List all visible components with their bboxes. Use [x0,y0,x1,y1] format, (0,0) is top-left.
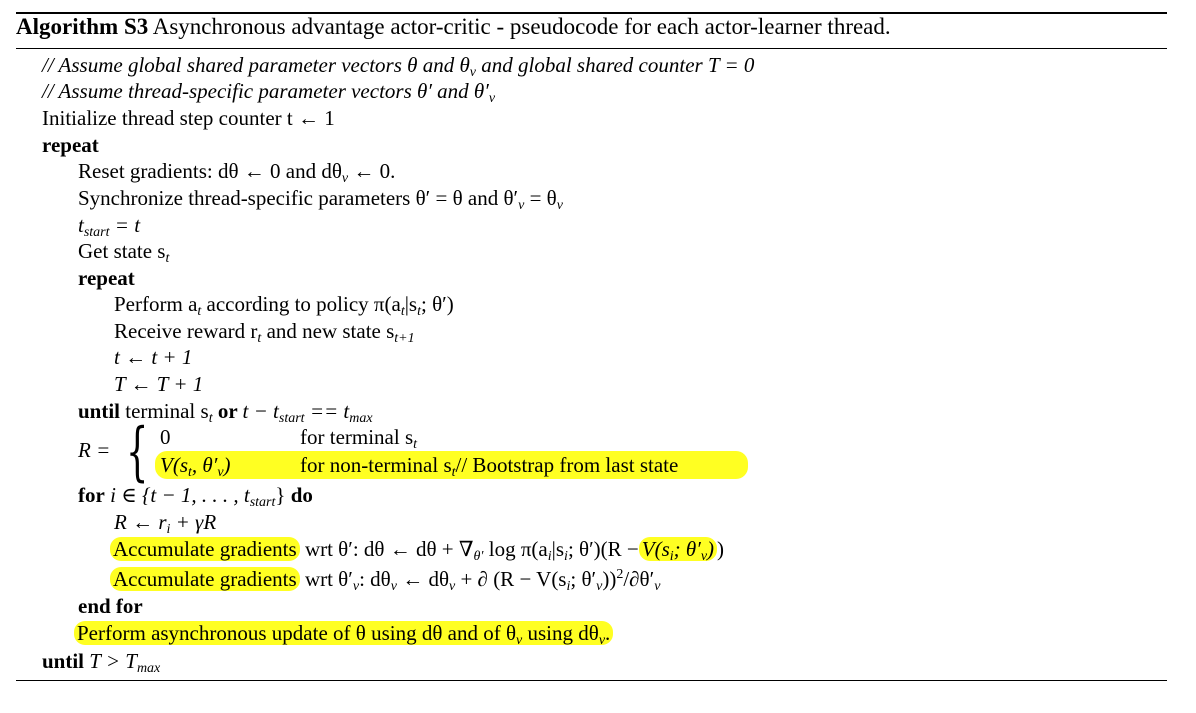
tstart-line: $t_{start} = t$ [78,213,141,240]
algorithm-title: Asynchronous advantage actor-critic - pseudocode for each actor-learner thread. [152,14,891,39]
repeat-keyword-outer: repeat [42,133,99,157]
R-update-line: R ← $r_i + \gamma R$ [114,510,217,537]
caption-rule [16,48,1167,49]
algorithm-label: Algorithm S3 [16,14,149,39]
perform-action-line: Perform $a_t$ according to policy $\pi(a_t|s_t$; θ′) [114,292,454,319]
case-non-terminal: $V(s_t$, $\theta'_v$) for non-terminal $s_t//$ Bootstrap from last state [160,453,679,480]
accumulate-policy-line: Accumulate gradients wrt θ′: dθ ← $d\theta + \nabla_{\theta'}$ $\log \pi(a_i|s_i$; $\theta')(R - V(s_i$; $\theta'_v$) ) [110,536,724,562]
T-increment-line: T ← T + 1 [114,372,204,396]
comment-line-2: // Assume thread-specific parameter vectors θ′ and $\theta'_v$ [42,79,496,106]
comment-line-1: // Assume global shared parameter vectors θ and $\theta_v$ and global shared counter T = 0 [42,53,755,80]
repeat-keyword-inner: repeat [78,266,135,290]
R-equals: R = [78,438,111,462]
accumulate-value-line: Accumulate gradients wrt $\theta'_v$: $d\theta_v$ ← $d\theta_v$ + ∂ ($R - V(s_i$; $\theta'_v))^2/\partial\theta'_v$ [110,566,660,592]
end-for-line: end for [78,594,143,618]
until-terminal-line: until terminal $s_t$ or $t - t_{start} == t_{max}$ [78,399,373,426]
algorithm-caption [16,14,891,40]
get-state-line: Get state $s_t$ [78,239,170,266]
async-update-line: Perform asynchronous update of θ using dθ and of $\theta_v$ using $d\theta_v$. [74,620,613,646]
sync-line: Synchronize thread-specific parameters θ′ = θ and $\theta'_v = \theta_v$ [78,186,563,213]
bottom-rule [16,680,1167,681]
until-Tmax-line: until $T > T_{max}$ [42,649,161,676]
t-increment-line: t ← t + 1 [114,345,193,369]
cases-brace: { [126,415,149,489]
init-line: Initialize thread step counter t ← 1 [42,106,335,130]
reset-gradients-line: Reset gradients: dθ ← 0 and $d\theta_v$ ← 0. [78,159,396,186]
receive-reward-line: Receive reward $r_t$ and new state $s_{t+1}$ [114,319,415,346]
for-line: for i ∈ {t − 1, . . . , $t_{start}$} do [78,483,313,510]
case-terminal: 0 for terminal $s_t$ [160,425,418,452]
